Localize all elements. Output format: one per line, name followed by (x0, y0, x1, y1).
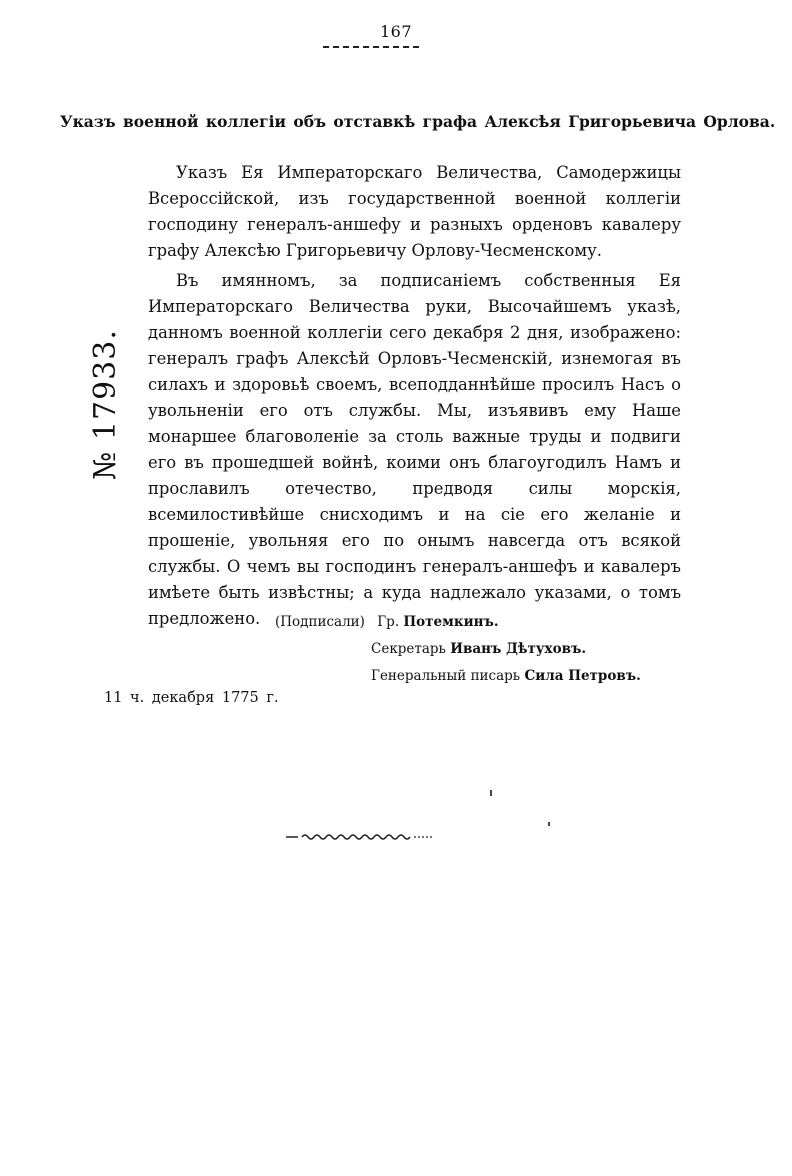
document-number-margin (88, 329, 128, 530)
signature-line-3 (371, 668, 641, 684)
paragraph-content: Въ имянномъ, за подписаніемъ собственныя Ея Императорскаго Величества руки, Высочайшемъ указѣ, данномъ военной коллегіи сего декабря 2 дня, изображено: генералъ графъ Алексѣй Орловъ-Чесменскій, изнемогая въ силахъ и здоровьѣ своемъ, всеподданнѣйше просилъ Насъ о увольненіи его отъ службы. Мы, изъявивъ ему Наше монаршее благоволеніе за столь важные труды и подвиги его въ прошедшей войнѣ, коими онъ благоугодилъ Намъ и прославилъ отечество, предводя силы морскія, всемилостивѣйше снисходимъ и на сіе его желаніе и прошеніе, увольняя его по онымъ навсегда отъ всякой службы. О чемъ вы господинъ генералъ-аншефъ и кавалеръ имѣете быть извѣстны; а куда надлежало указами, о томъ предложено. (148, 271, 681, 628)
document-title: Указъ военной коллегіи объ отставкѣ графа Алексѣя Григорьевича Орлова. (60, 112, 776, 131)
signature-line-1 (275, 614, 499, 630)
signature-line-2 (371, 641, 586, 657)
signature-1-prefix: Гр. (377, 614, 400, 630)
signature-2-prefix: Секретарь (371, 641, 446, 657)
signed-label: (Подписали) (275, 614, 365, 630)
document-number: № 17933. (88, 329, 123, 480)
paragraph-address: Указъ Ея Императорскаго Величества, Самодержицы Всероссійской, изъ государственной военной коллегіи господину генералъ-аншефу и разныхъ орденовъ кавалеру графу Алексѣю Григорьевичу Орлову-Чесменскому. (148, 163, 681, 260)
page-number: 167 (379, 22, 413, 41)
signature-2-name: Иванъ Дѣтуховъ. (450, 641, 587, 657)
decree-body (148, 160, 681, 636)
decree-date: 11 ч. декабря 1775 г. (104, 690, 279, 706)
signature-1-name: Потемкинъ. (403, 614, 499, 630)
print-speck (548, 822, 550, 826)
print-speck (490, 790, 492, 796)
signature-3-name: Сила Петровъ. (524, 668, 641, 684)
header-rule (323, 46, 419, 48)
signature-3-prefix: Генеральный писарь (371, 668, 521, 684)
ornament-divider (286, 826, 436, 846)
